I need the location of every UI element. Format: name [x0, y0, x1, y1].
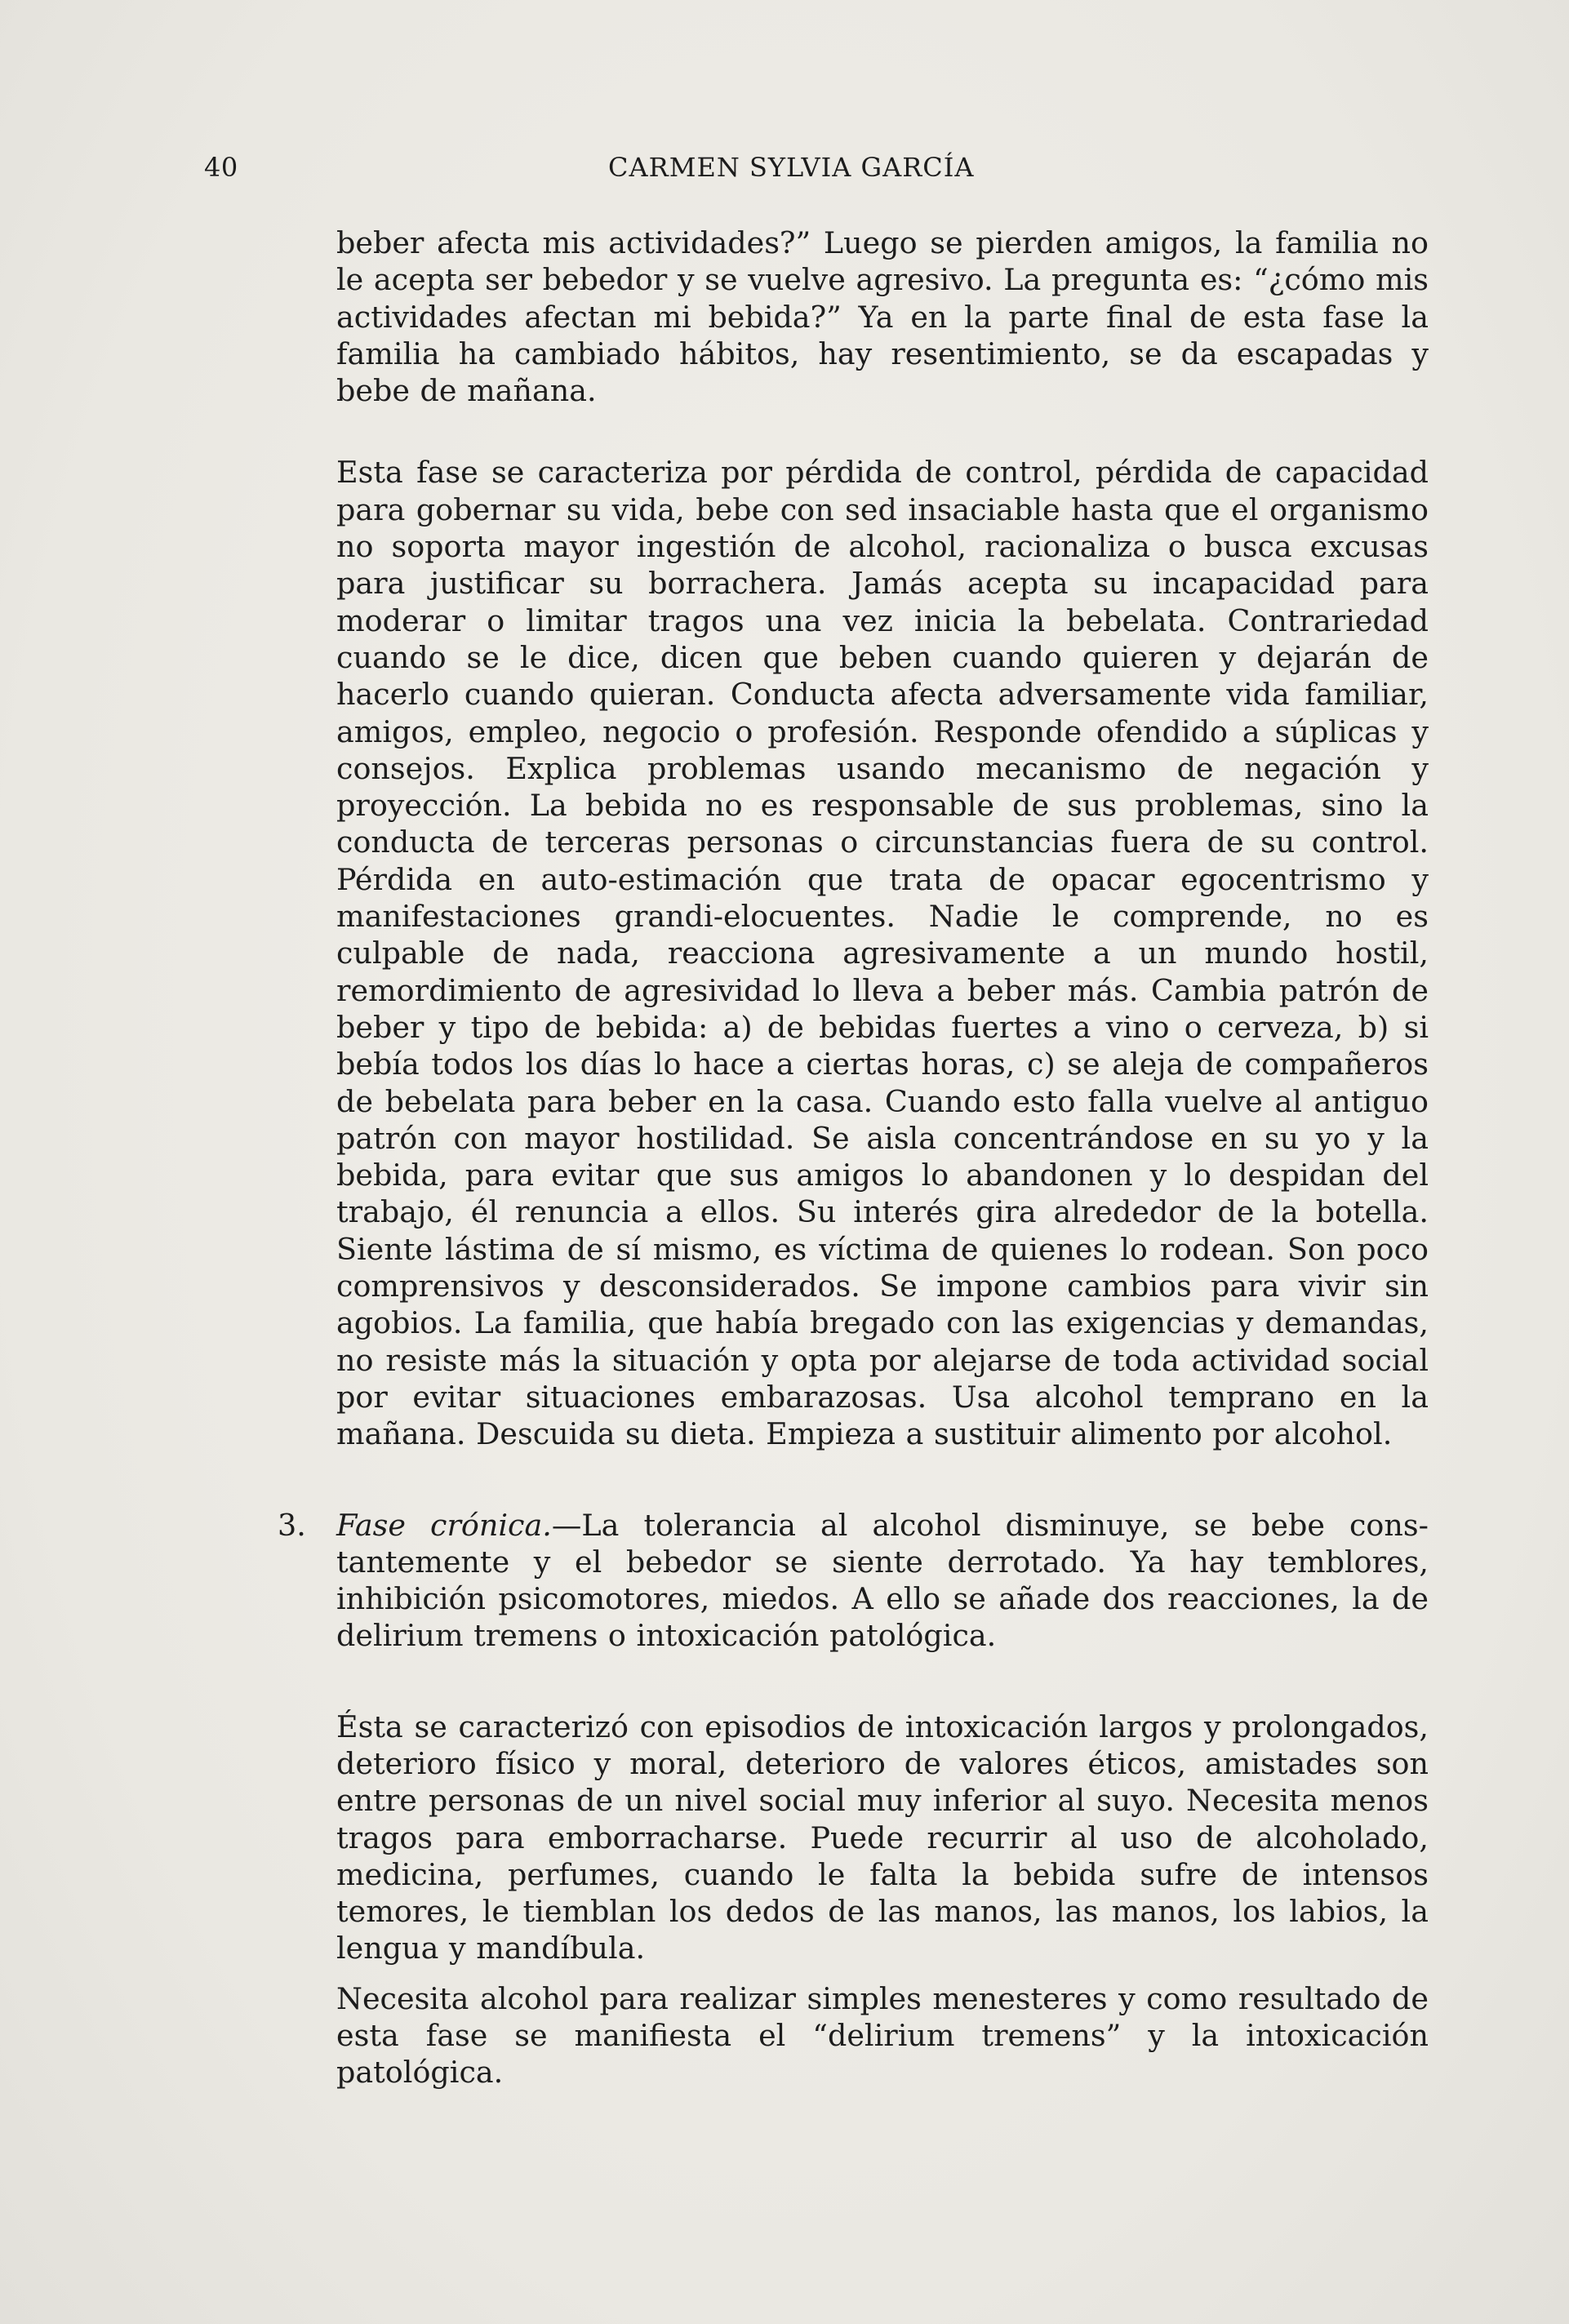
paragraph-4: Ésta se caracterizó con episodios de intoxicación largos y prolongados, deterioro físico y moral, deterioro de valores éticos, amistades son entre personas de un nivel social muy inferior al suyo. Necesita menos tragos para emborracharse. Puede recurrir al uso de alcoholado, medicina, perfumes, cuando le falta la bebida sufre de intensos temores, le tiemblan los dedos de las manos, las manos, los labios, la lengua y mandíbula.	[336, 1709, 1429, 1966]
running-head: CARMEN SYLVIA GARCÍA	[608, 152, 975, 183]
paragraph-5: Necesita alcohol para realizar simples menesteres y como resultado de esta fase se manifiesta el “delirium tremens” y la intoxicación patológica.	[336, 1980, 1429, 2091]
phase-title: Fase crónica.	[336, 1507, 552, 1543]
body-text	[278, 224, 1429, 2091]
paragraph-2: Esta fase se caracteriza por pérdida de control, pérdida de capacidad para gobernar su vida, bebe con sed insaciable hasta que el organismo no soporta mayor ingestión de alcohol, racionaliza o busca excusas para justificar su borrachera. Jamás acepta su incapacidad para moderar o limitar tragos una vez inicia la bebelata. Contrariedad cuando se le dice, dicen que beben cuando quieren y dejarán de hacerlo cuando quieran. Conducta afecta adversamente vida familiar, amigos, empleo, negocio o profesión. Responde ofendido a súplicas y consejos. Explica problemas usando mecanismo de negación y proyección. La bebida no es responsable de sus problemas, sino la conducta de terceras personas o circunstancias fuera de su control. Pérdida en auto-estimación que trata de opacar egocentrismo y manifestaciones grandi-elocuentes. Nadie le comprende, no es culpable de nada, reacciona agresivamente a un mundo hostil, remordimiento de agresividad lo lleva a beber más. Cambia patrón de beber y tipo de bebida: a) de bebidas fuertes a vino o cerveza, b) si bebía todos los días lo hace a ciertas horas, c) se aleja de compañeros de bebelata para beber en la casa. Cuando esto falla vuelve al antiguo patrón con mayor hostilidad. Se aisla concentrándose en su yo y la bebida, para evitar que sus amigos lo abandonen y lo despidan del trabajo, él renuncia a ellos. Su interés gira alrededor de la botella. Siente lástima de sí mismo, es víctima de quienes lo rodean. Son poco comprensivos y desconsiderados. Se impone cambios para vivir sin agobios. La familia, que había bregado con las exigencias y demandas, no resiste más la situación y opta por alejarse de toda actividad social por evitar situaciones embarazosas. Usa alcohol temprano en la mañana. Descuida su dieta. Empieza a sustituir alimento por alcohol.	[336, 455, 1429, 1452]
paragraph-1: beber afecta mis actividades?” Luego se pierden amigos, la familia no le acepta ser bebedor y se vuelve agresivo. La pregunta es: “¿cómo mis actividades afectan mi bebida?” Ya en la parte final de esta fase la familia ha cambiado hábitos, hay resentimiento, se da escapadas y bebe de mañana.	[336, 225, 1429, 409]
page-number: 40	[204, 152, 238, 183]
item-3-body: —La tolerancia al alcohol disminuye, se bebe constantemente y el bebedor se siente derrotado. Ya hay temblores, inhibición psicomotores, miedos. A ello se añade dos reacciones, la de delirium tremens o intoxicación patológica.	[336, 1507, 1429, 1654]
item-3-text	[336, 1507, 1429, 1655]
numbered-item-3	[278, 1507, 1429, 1655]
item-number: 3.	[278, 1507, 306, 1543]
page-header	[0, 152, 1569, 193]
